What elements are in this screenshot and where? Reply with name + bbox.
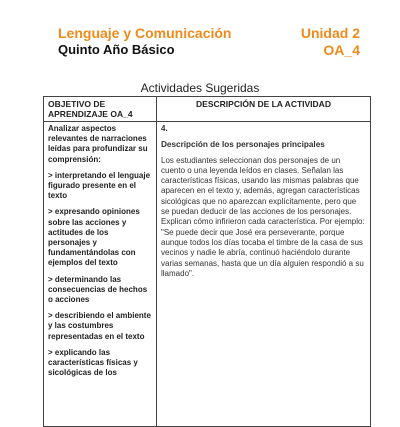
page-header <box>58 25 360 61</box>
objective-intro: Analizar aspectos relevantes de narraciones leídas para profundizar su comprensión: <box>48 124 148 164</box>
objective-item: > explicando las características físicas y sicológicas de los <box>48 347 138 378</box>
column-header-objective: OBJETIVO DE APRENDIZAJE OA_4 <box>44 97 157 122</box>
objective-item: > interpretando el lenguaje figurado presente en el texto <box>48 170 151 201</box>
section-title: Actividades Sugeridas <box>140 81 260 95</box>
column-header-description: DESCRIPCIÓN DE LA ACTIVIDAD <box>157 97 371 122</box>
objective-item: > determinando las consecuencias de hechos o acciones <box>48 274 148 305</box>
activities-table <box>43 96 371 427</box>
oa-label: OA_4 <box>323 42 360 58</box>
objective-cell <box>44 122 157 427</box>
table-row <box>44 122 371 427</box>
grade-title: Quinto Año Básico <box>58 42 175 57</box>
unit-label: Unidad 2 <box>300 25 360 41</box>
objective-item: > expresando opiniones sobre las acciones y actitudes de los personajes y fundamentándolas con ejemplos del texto <box>48 207 140 268</box>
activity-number: 4. <box>161 124 168 133</box>
subject-title: Lenguaje y Comunicación <box>58 25 232 41</box>
description-cell <box>157 122 371 427</box>
table-header-row <box>44 97 371 122</box>
objective-item: > describiendo el ambiente y las costumbres representadas en el texto <box>48 311 151 341</box>
activity-title: Descripción de los personajes principales <box>161 140 325 150</box>
activity-text: Los estudiantes seleccionan dos personajes de un cuento o una leyenda leídos en clases. Señalan las características físicas, usando las mismas palabras que aparecen en el texto y, además, agregan características sicológicas que no aparezcan explícitamente, pero que se puedan deducir de las acciones de los personajes. Explican cómo infirieron cada característica. Por ejemplo: "Se puede decir que José era perseverante, porque aunque todos los días tocaba el timbre de la casa de sus vecinos y nadie le abría, continuó haciéndolo durante varias semanas, hasta que un día alguien respondió a su llamado". <box>161 155 365 278</box>
